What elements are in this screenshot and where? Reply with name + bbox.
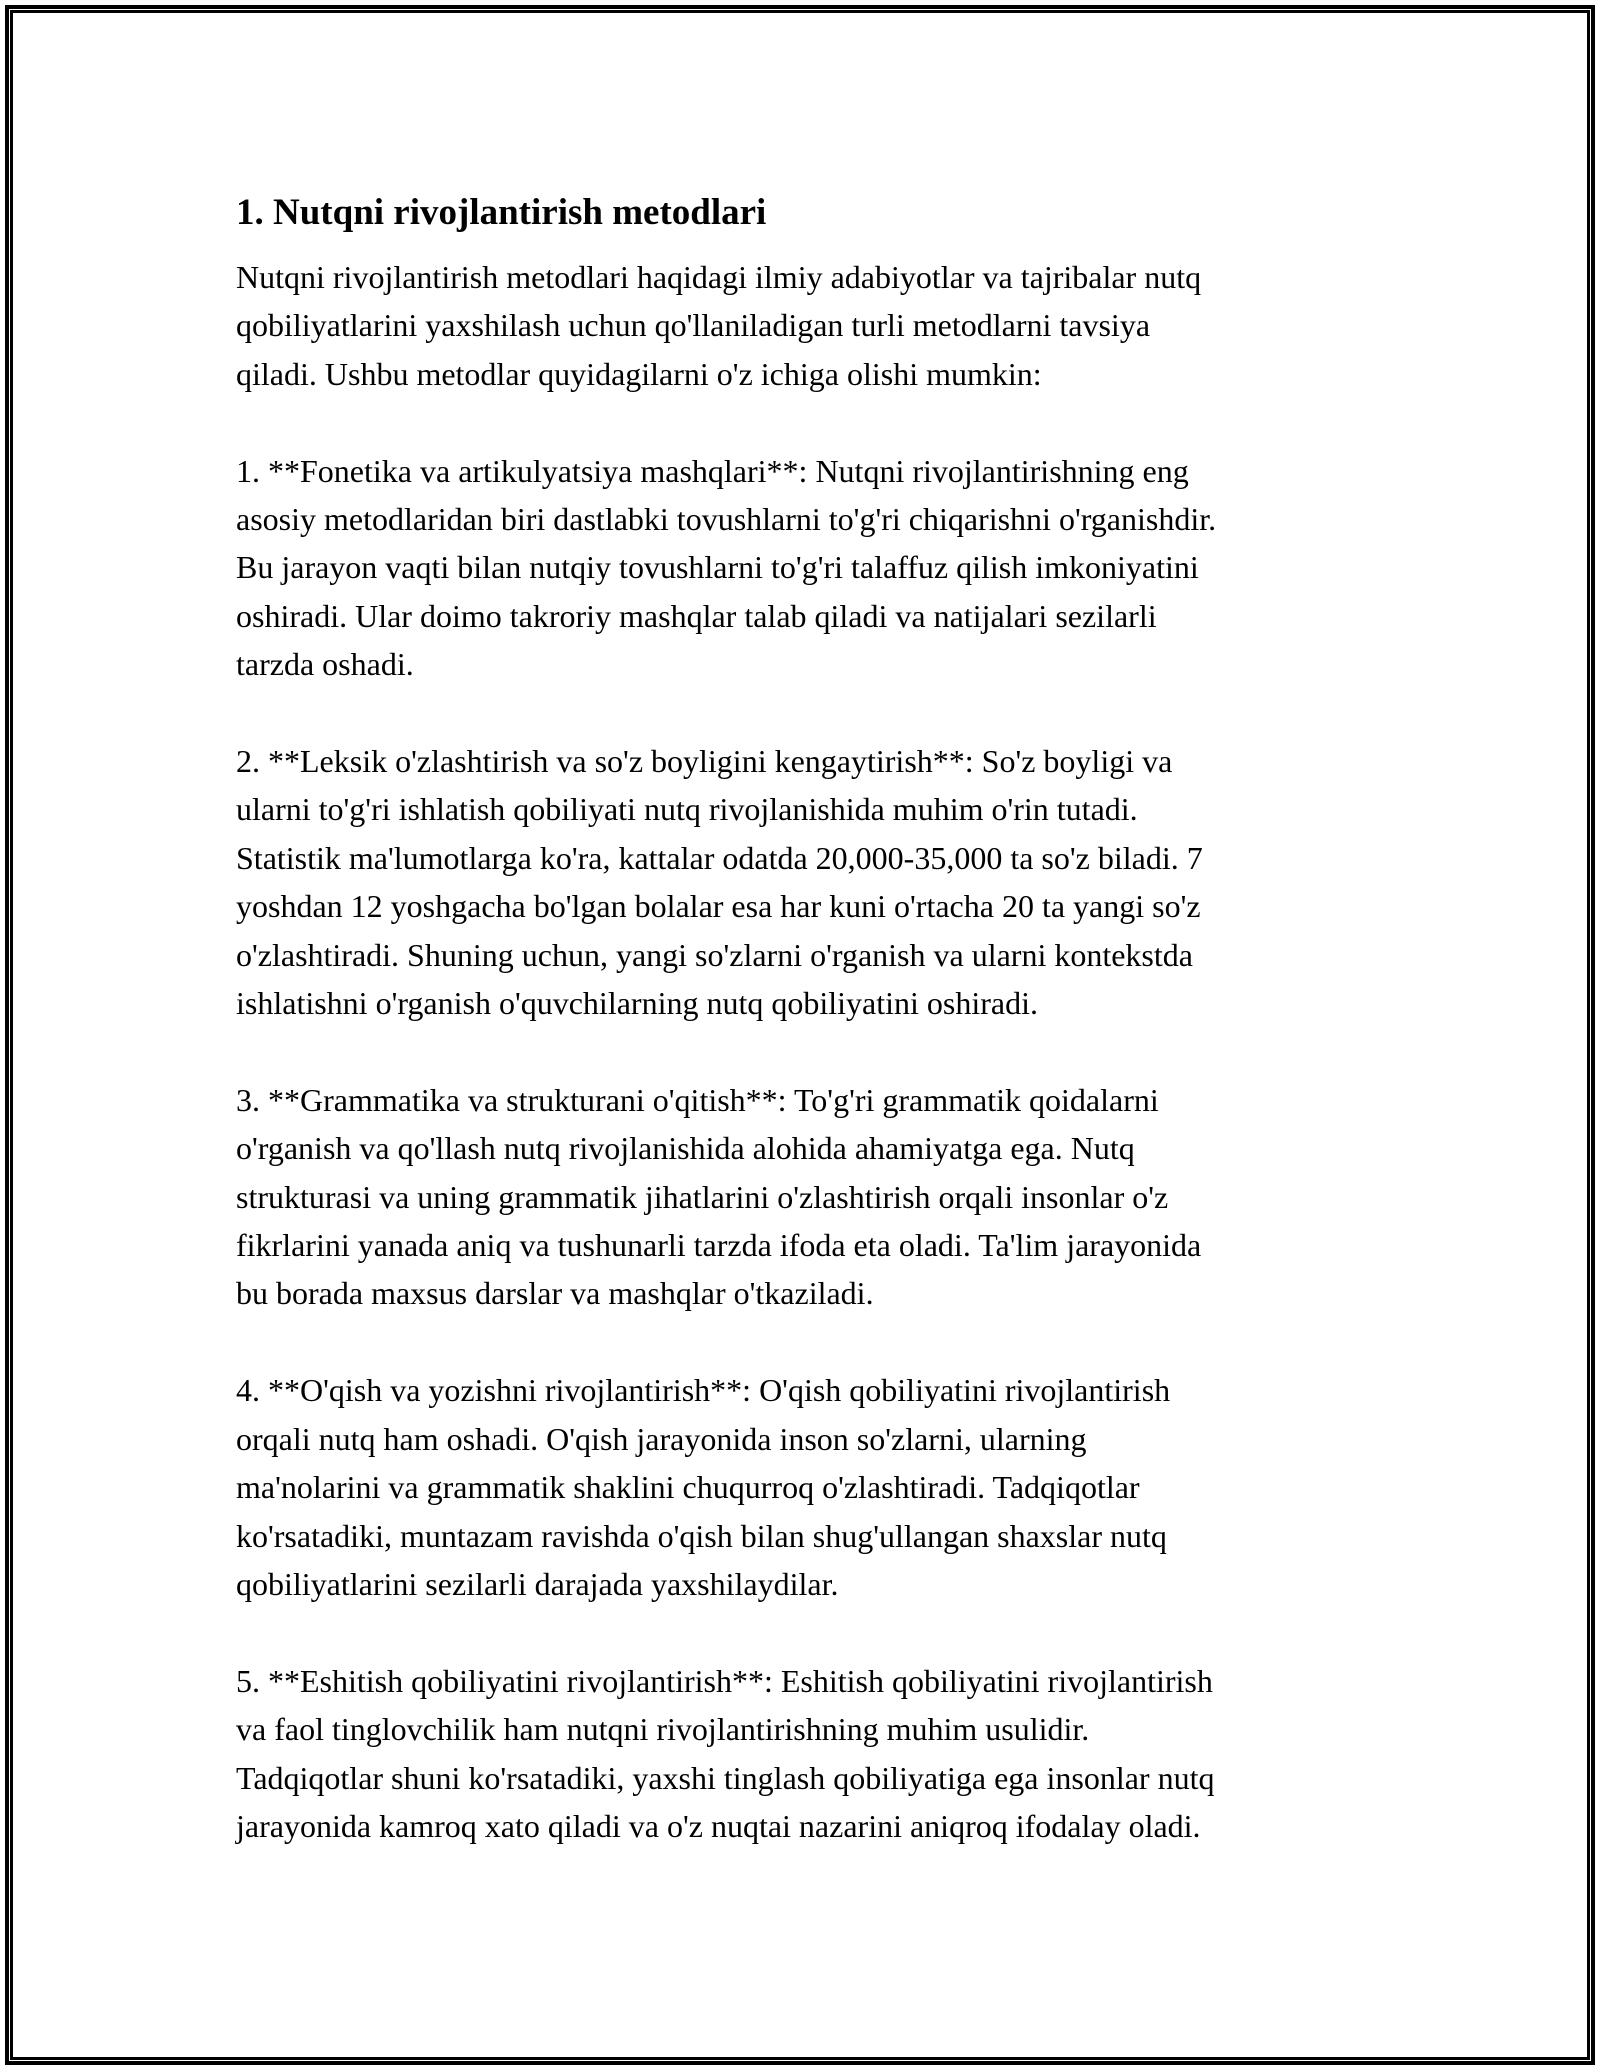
method-item-1: 1. **Fonetika va artikulyatsiya mashqlari**: Nutqni rivojlantirishning eng asosiy metodlaridan biri dastlabki tovushlarni to'g'ri chiqarishni o'rganishdir. Bu jarayon vaqti bilan nutqiy tovushlarni to'g'ri talaffuz qilish imkoniyatini oshiradi. Ular doimo takroriy mashqlar talab qiladi va natijalari sezilarli tarzda oshadi. <box>236 452 1217 683</box>
method-item-4: 4. **O'qish va yozishni rivojlantirish**: O'qish qobiliyatini rivojlantirish orqali nutq ham oshadi. O'qish jarayonida inson so'zlarni, ularning ma'nolarini va grammatik shaklini chuqurroq o'zlashtiradi. Tadqiqotlar ko'rsatadiki, muntazam ravishda o'qish bilan shug'ullangan shaxslar nutq qobiliyatlarini sezilarli darajada yaxshilaydilar. <box>236 1372 1171 1602</box>
document-body <box>236 186 1386 1850</box>
method-item-5: 5. **Eshitish qobiliyatini rivojlantirish**: Eshitish qobiliyatini rivojlantirish va faol tinglovchilik ham nutqni rivojlantirishning muhim usulidir. Tadqiqotlar shuni ko'rsatadiki, yaxshi tinglash qobiliyatiga ega insonlar nutq jarayonida kamroq xato qiladi va o'z nuqtai nazarini aniqroq ifodalay oladi. <box>236 1662 1215 1844</box>
method-item-3: 3. **Grammatika va strukturani o'qitish**: To'g'ri grammatik qoidalarni o'rganish va qo'llash nutq rivojlanishida alohida ahamiyatga ega. Nutq strukturasi va uning grammatik jihatlarini o'zlashtirish orqali insonlar o'z fikrlarini yanada aniq va tushunarli tarzda ifoda eta oladi. Ta'lim jarayonida bu borada maxsus darslar va mashqlar o'tkaziladi. <box>236 1081 1202 1312</box>
method-item-2: 2. **Leksik o'zlashtirish va so'z boyligini kengaytirish**: So'z boyligi va ularni to'g'ri ishlatish qobiliyati nutq rivojlanishida muhim o'rin tutadi. Statistik ma'lumotlarga ko'ra, kattalar odatda 20,000-35,000 ta so'z biladi. 7 yoshdan 12 yoshgacha bo'lgan bolalar esa har kuni o'rtacha 20 ta yangi so'z o'zlashtiradi. Shuning uchun, yangi so'zlarni o'rganish va ularni kontekstda ishlatishni o'rganish o'quvchilarning nutq qobiliyatini oshiradi. <box>236 743 1203 1022</box>
section-heading: 1. Nutqni rivojlantirish metodlari <box>236 192 767 233</box>
intro-paragraph: Nutqni rivojlantirish metodlari haqidagi ilmiy adabiyotlar va tajribalar nutq qobiliyatlarini yaxshilash uchun qo'llaniladigan turli metodlarni tavsiya qiladi. Ushbu metodlar quyidagilarni o'z ichiga olishi mumkin: <box>236 259 1202 392</box>
